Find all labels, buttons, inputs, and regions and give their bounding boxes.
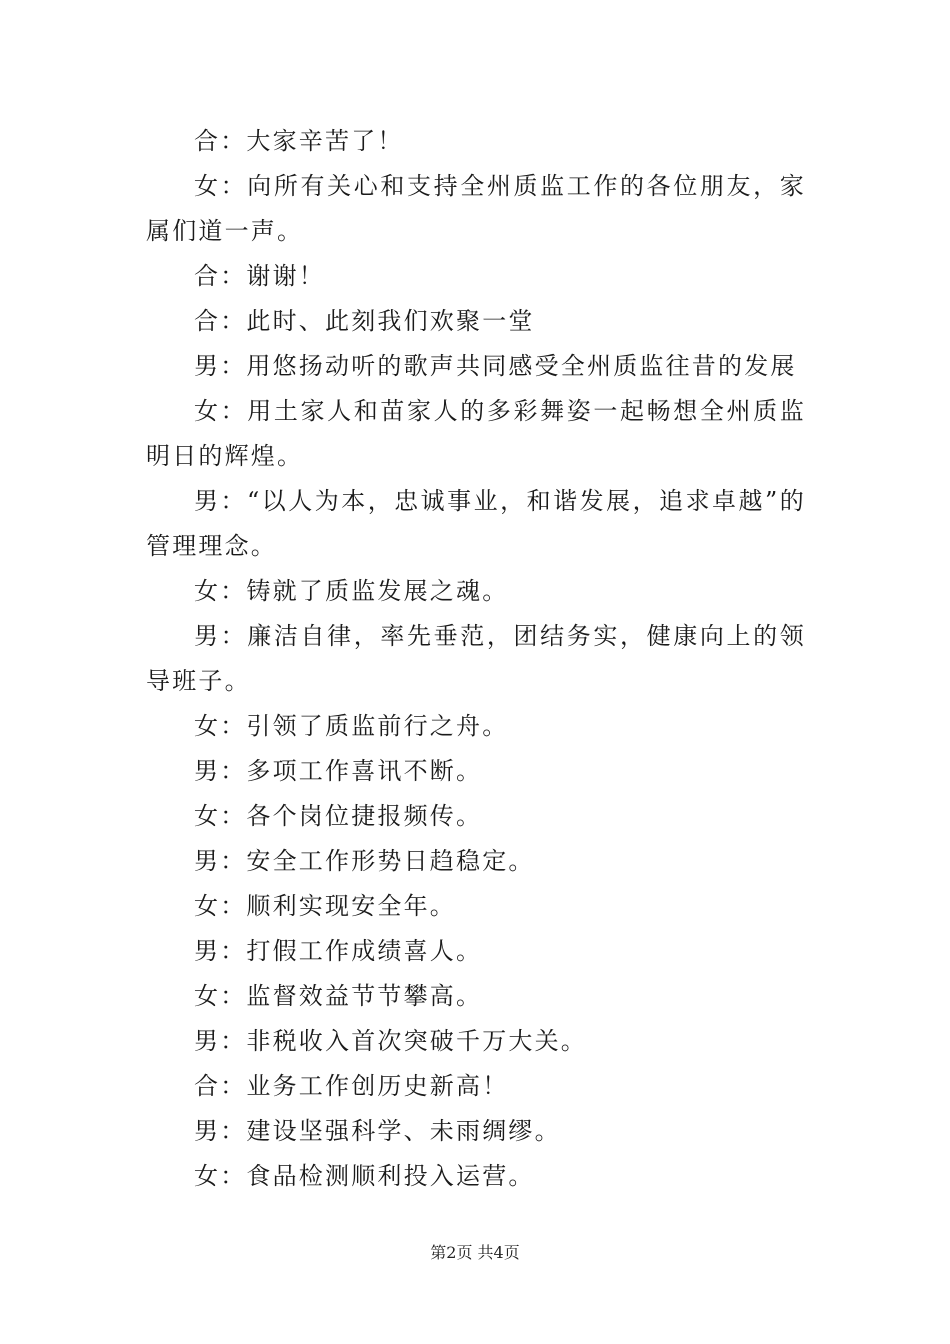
paragraph: 女：食品检测顺利投入运营。 <box>194 1162 535 1190</box>
paragraph: 合：大家辛苦了！ <box>194 127 404 155</box>
paragraph: 女：用土家人和苗家人的多彩舞姿一起畅想全州质监明日的辉煌。 <box>146 397 806 470</box>
paragraph: 合：业务工作创历史新高！ <box>194 1072 509 1100</box>
paragraph: 男：廉洁自律，率先垂范，团结务实，健康向上的领导班子。 <box>146 622 806 695</box>
page-number-label: 第2页 共4页 <box>430 1243 520 1262</box>
paragraph: 男：用悠扬动听的歌声共同感受全州质监往昔的发展 <box>194 352 797 380</box>
paragraph: 男：建设坚强科学、未雨绸缪。 <box>194 1117 561 1145</box>
paragraph: 合：谢谢！ <box>194 262 325 290</box>
paragraph: 男：打假工作成绩喜人。 <box>194 937 483 965</box>
paragraph: 男：安全工作形势日趋稳定。 <box>194 847 535 875</box>
document-body <box>146 119 806 1199</box>
page-footer <box>0 1240 950 1263</box>
paragraph: 男：非税收入首次突破千万大关。 <box>194 1027 587 1055</box>
paragraph: 女：铸就了质监发展之魂。 <box>194 577 509 605</box>
paragraph: 女：顺利实现安全年。 <box>194 892 456 920</box>
paragraph: 合：此时、此刻我们欢聚一堂 <box>194 307 535 335</box>
paragraph: 女：引领了质监前行之舟。 <box>194 712 509 740</box>
paragraph: 女：监督效益节节攀高。 <box>194 982 483 1010</box>
paragraph: 女：向所有关心和支持全州质监工作的各位朋友，家属们道一声。 <box>146 172 806 245</box>
paragraph: 男：多项工作喜讯不断。 <box>194 757 483 785</box>
paragraph: 女：各个岗位捷报频传。 <box>194 802 483 830</box>
paragraph: 男：“以人为本，忠诚事业，和谐发展，追求卓越”的管理理念。 <box>146 487 806 560</box>
